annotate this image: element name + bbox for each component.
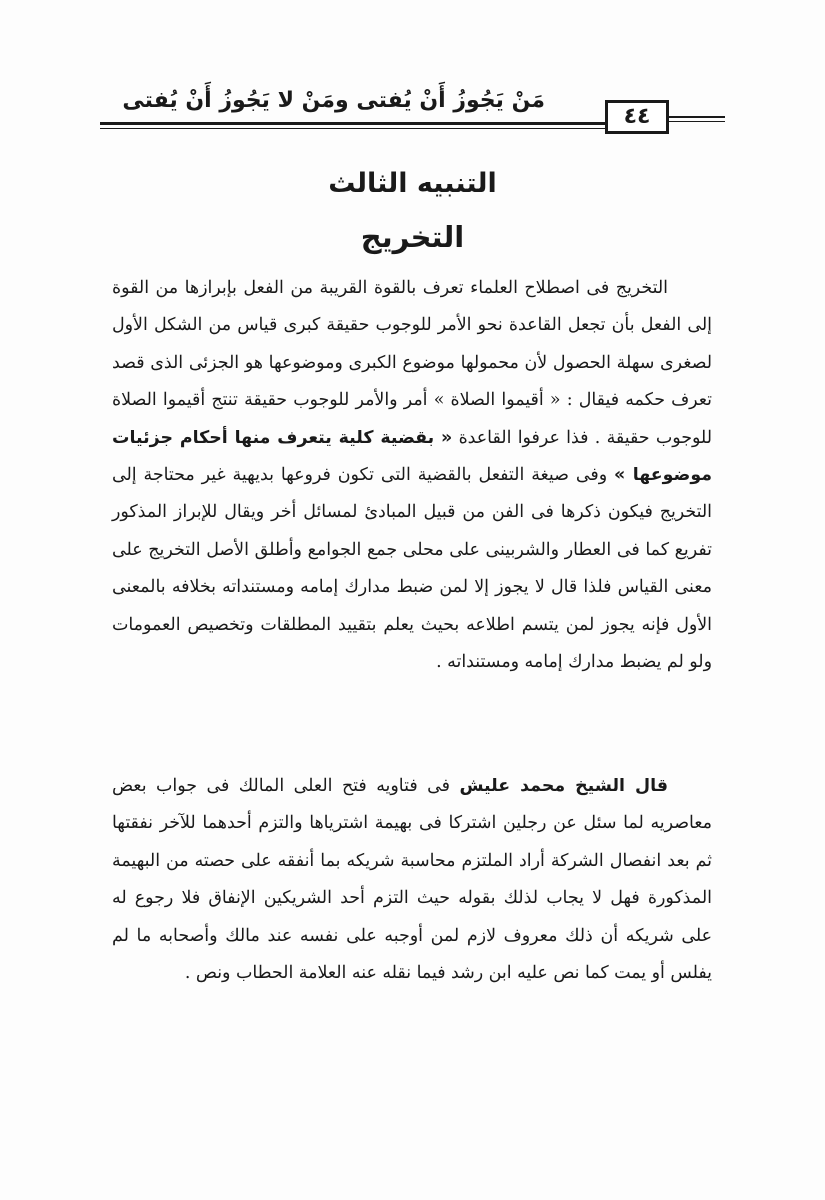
header-rule-tail-thin bbox=[669, 121, 725, 122]
running-title: مَنْ يَجُوزُ أَنْ يُفتى ومَنْ لا يَجُوزُ أَنْ يُفتى bbox=[122, 88, 545, 113]
paragraph-2 bbox=[112, 768, 712, 992]
header-rule-thin bbox=[100, 128, 605, 129]
header-rule bbox=[100, 122, 605, 125]
page-header bbox=[100, 82, 725, 142]
section-title: التنبيه الثالث bbox=[328, 168, 497, 199]
page-number: ٤٤ bbox=[605, 100, 669, 134]
paragraph-2-text: فى فتاويه فتح العلى المالك فى جواب بعض معاصريه لما سئل عن رجلين اشتركا فى بهيمة اشترياها والتزم أحدهما للآخر نفقتها ثم بعد انفصال الشركة أراد الملتزم محاسبة شريكه بما أنفقه على حصته من البهيمة المذكورة فهل لا يجاب لذلك بقوله حيث التزم أحد الشريكين الإنفاق فلا رجوع له على شريكه أن ذلك معروف لازم لمن أوجبه على نفسه عند مالك وأصحابه ما لم يفلس أو يمت كما نص عليه ابن رشد فيما نقله عنه العلامة الحطاب ونص . bbox=[112, 776, 712, 984]
paragraph-1 bbox=[112, 270, 712, 681]
paragraph-2-bold-speaker: قال الشيخ محمد عليش bbox=[459, 776, 668, 796]
paragraph-1-bold-definition: « بقضية كلية يتعرف منها أحكام جزئيات موضوعها » bbox=[112, 427, 712, 486]
header-rule-tail bbox=[669, 116, 725, 118]
paragraph-1-text-a: التخريج فى اصطلاح العلماء تعرف بالقوة القريبة من الفعل بإبرازها من القوة إلى الفعل بأن تجعل القاعدة نحو الأمر للوجوب حقيقة كبرى قياس من الشكل الأول لصغرى سهلة الحصول لأن محمولها موضوع الكبرى وموضوعها هو الجزئى الذى قصد تعرف حكمه فيقال : « أقيموا الصلاة » أمر والأمر للوجوب حقيقة تنتج أقيموا الصلاة للوجوب حقيقة . فذا عرفوا القاعدة bbox=[112, 278, 712, 448]
section-subtitle: التخريج bbox=[360, 220, 465, 254]
paragraph-1-text-b: وفى صيغة التفعل بالقضية التى تكون فروعها بديهية غير محتاجة إلى التخريج فيكون ذكرها فى الفن من قبيل المبادئ لمسائل أخر ويقال للإبراز المذكور تفريع كما فى العطار والشربينى على محلى جمع الجوامع وأطلق الأصل التخريج على معنى القياس فلذا قال لا يجوز إلا لمن ضبط مدارك إمامه ومستنداته بخلافه بالمعنى الأول فإنه يجوز لمن يتسم اطلاعه بحيث يعلم بتقييد المطلقات وتخصيص العمومات ولو لم يضبط مدارك إمامه ومستنداته . bbox=[112, 465, 712, 673]
